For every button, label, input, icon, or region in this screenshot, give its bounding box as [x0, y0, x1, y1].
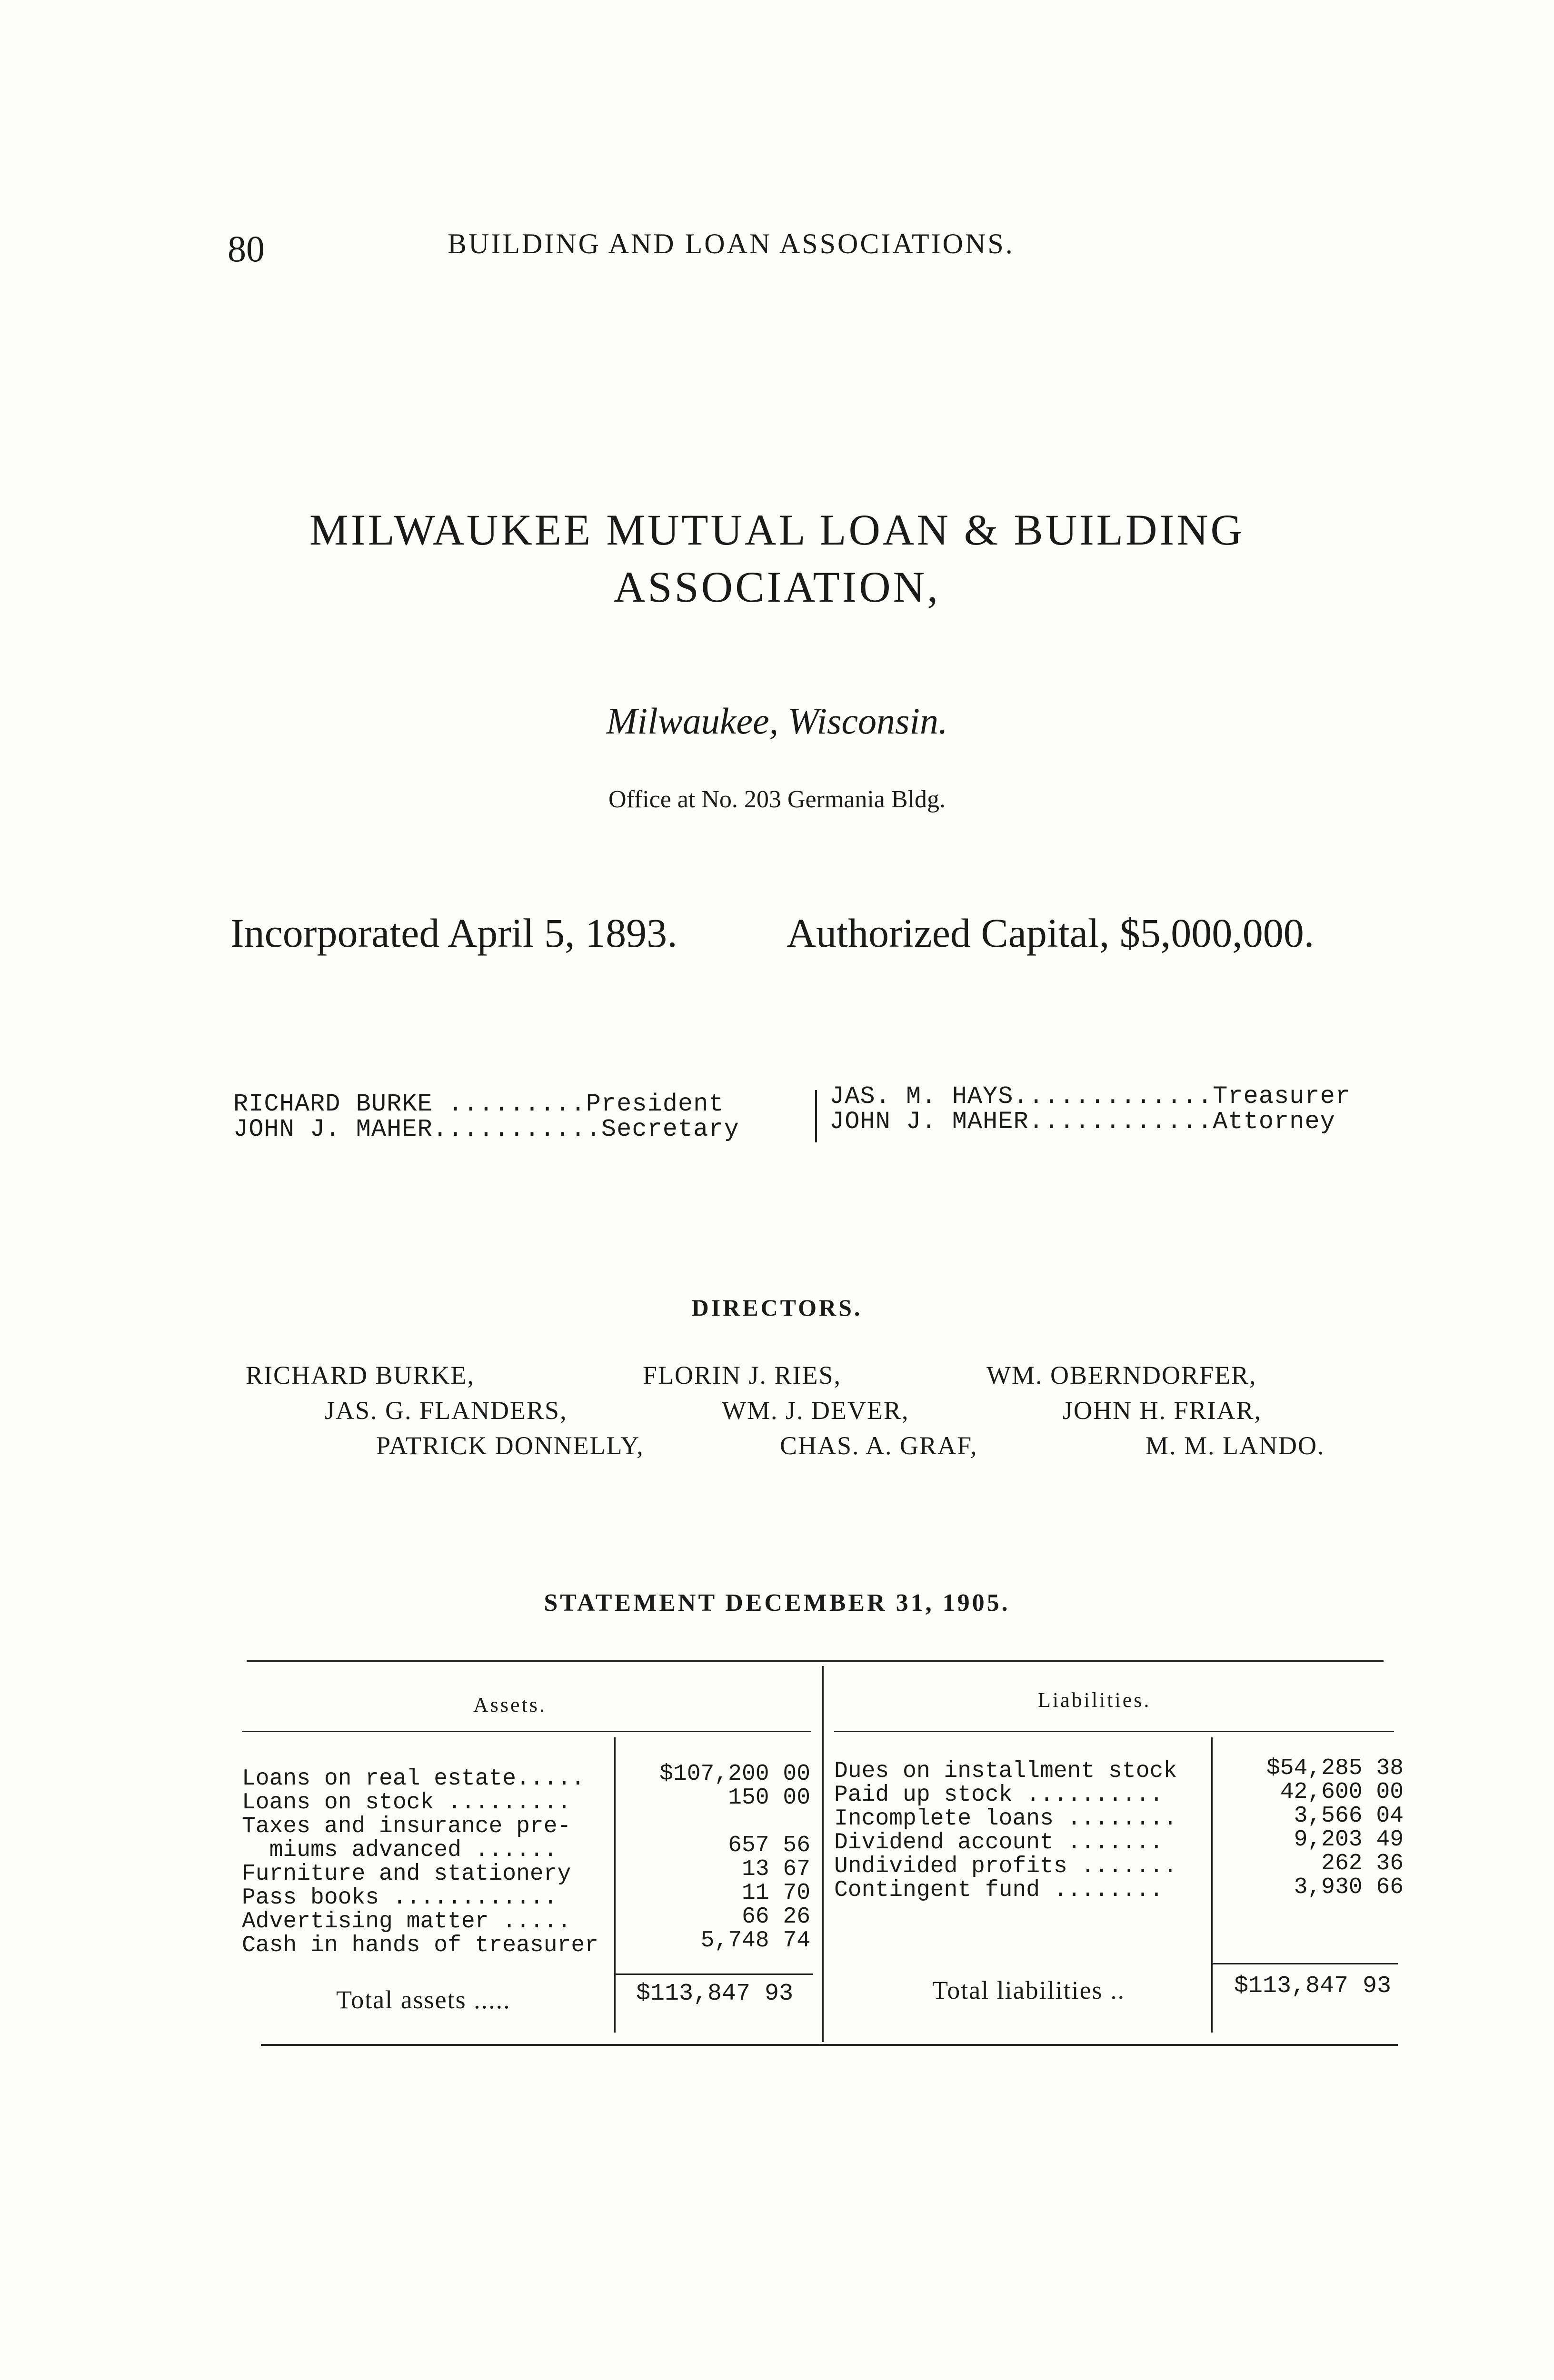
officer-treasurer: JAS. M. HAYS.............Treasurer — [829, 1082, 1351, 1111]
incorporation-date: Incorporated April 5, 1893. — [230, 910, 677, 956]
association-title-line2: ASSOCIATION, — [613, 563, 941, 611]
liability-item-amount: 42,600 00 — [1280, 1779, 1404, 1805]
director-name: WM. OBERNDORFER, — [986, 1361, 1257, 1389]
liability-item-label: Dues on installment stock — [834, 1758, 1177, 1784]
asset-item-amount: 150 00 — [728, 1785, 810, 1811]
statement-heading: STATEMENT DECEMBER 31, 1905. — [544, 1589, 1010, 1616]
location: Milwaukee, Wisconsin. — [606, 700, 948, 742]
assets-header-rule — [242, 1731, 811, 1732]
directors-heading: DIRECTORS. — [691, 1294, 863, 1321]
asset-item-amount: 5,748 74 — [700, 1928, 810, 1954]
officer-president: RICHARD BURKE .........President — [233, 1090, 724, 1118]
liability-item-amount: 3,930 66 — [1294, 1874, 1404, 1900]
liability-item-amount: 3,566 04 — [1294, 1803, 1404, 1829]
director-name: CHAS. A. GRAF, — [780, 1431, 978, 1460]
assets-total-rule — [614, 1973, 813, 1975]
page-number: 80 — [228, 228, 265, 269]
liability-item-label: Undivided profits ....... — [834, 1854, 1177, 1879]
assets-total-amount: $113,847 93 — [636, 1980, 794, 2007]
table-bottom-rule — [261, 2044, 1398, 2046]
director-name: JOHN H. FRIAR, — [1063, 1396, 1262, 1425]
director-name: M. M. LANDO. — [1146, 1431, 1325, 1460]
liabilities-heading: Liabilities. — [1038, 1688, 1151, 1712]
asset-item-label: Taxes and insurance pre- — [242, 1814, 571, 1839]
director-name: RICHARD BURKE, — [246, 1361, 475, 1389]
asset-item-label: Cash in hands of treasurer — [242, 1933, 598, 1958]
liability-item-label: Dividend account ....... — [834, 1830, 1164, 1855]
assets-total-label: Total assets ..... — [336, 1985, 511, 2014]
liabilities-total-amount: $113,847 93 — [1234, 1973, 1392, 2000]
asset-item-label: miums advanced ...... — [242, 1837, 558, 1863]
liability-item-amount: 9,203 49 — [1294, 1827, 1404, 1853]
officer-attorney: JOHN J. MAHER............Attorney — [829, 1108, 1335, 1136]
liability-item-amount: 262 36 — [1321, 1851, 1404, 1876]
assets-heading: Assets. — [473, 1693, 547, 1716]
asset-item-label: Furniture and stationery — [242, 1861, 571, 1887]
asset-item-amount: 11 70 — [741, 1880, 810, 1906]
table-center-divider — [822, 1666, 824, 2042]
director-name: WM. J. DEVER, — [722, 1396, 909, 1425]
liabilities-total-label: Total liabilities .. — [932, 1976, 1126, 2004]
officer-secretary: JOHN J. MAHER...........Secretary — [233, 1115, 739, 1143]
director-name: PATRICK DONNELLY, — [376, 1431, 644, 1460]
asset-item-amount: 657 56 — [728, 1833, 810, 1858]
office-address: Office at No. 203 Germania Bldg. — [608, 786, 946, 813]
liability-item-amount: $54,285 38 — [1266, 1755, 1404, 1781]
officers-divider — [815, 1090, 817, 1142]
director-name: FLORIN J. RIES, — [643, 1361, 842, 1389]
liability-item-label: Paid up stock .......... — [834, 1782, 1164, 1808]
asset-item-label: Pass books ............ — [242, 1885, 558, 1911]
asset-item-amount: 66 26 — [741, 1904, 810, 1930]
association-title-line1: MILWAUKEE MUTUAL LOAN & BUILDING — [309, 506, 1245, 554]
liabilities-total-rule — [1211, 1963, 1398, 1964]
liability-item-label: Incomplete loans ........ — [834, 1806, 1177, 1832]
asset-item-amount: 13 67 — [741, 1856, 810, 1882]
asset-item-label: Advertising matter ..... — [242, 1909, 571, 1934]
authorized-capital: Authorized Capital, $5,000,000. — [787, 910, 1315, 956]
asset-item-amount: $107,200 00 — [659, 1761, 810, 1787]
director-name: JAS. G. FLANDERS, — [325, 1396, 568, 1425]
table-top-rule — [247, 1660, 1384, 1662]
asset-item-label: Loans on stock ......... — [242, 1790, 571, 1815]
liabilities-header-rule — [834, 1731, 1394, 1732]
asset-item-label: Loans on real estate..... — [242, 1766, 585, 1792]
running-head: BUILDING AND LOAN ASSOCIATIONS. — [448, 228, 1015, 259]
liability-item-label: Contingent fund ........ — [834, 1877, 1164, 1903]
